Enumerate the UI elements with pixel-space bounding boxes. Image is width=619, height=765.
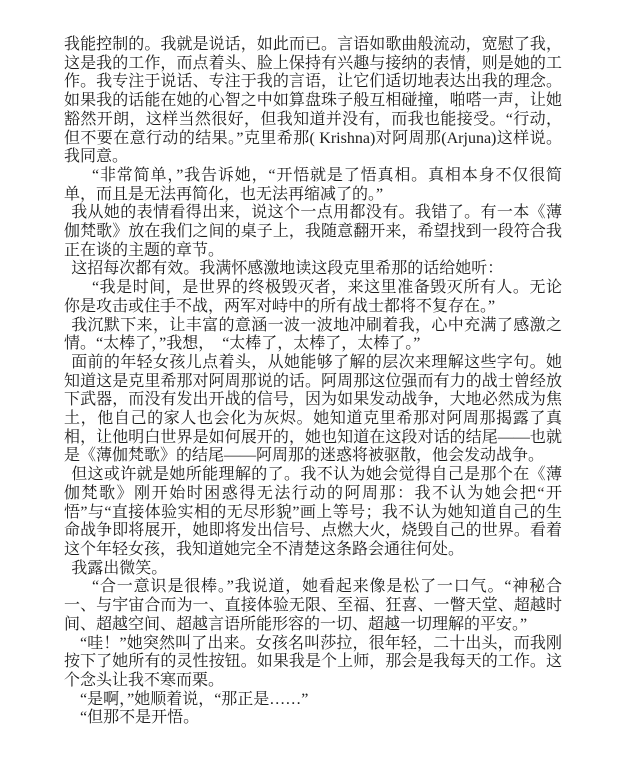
paragraph: “是啊，”她顺着说，“那正是……” [80, 690, 309, 708]
paragraph: 这招每次都有效。我满怀感激地读这段克里希那的话给她听： [71, 260, 504, 278]
paragraph: 但这或许就是她所能理解的了。我不认为她会觉得自己是那个在《薄伽梵歌》刚开始时困惑得无法行动的阿周那：我不认为她会把“开悟”与“直接体验实相的无尽形貌”画上等号；我不认为她知道自己的生命战争即将展开，她即将发出信号、点燃大火，烧毁自己的世界。看着这个年轻女孩，我知道她完全不清楚这条路会通往何处。 [64, 466, 562, 558]
paragraph: 我从她的表情看得出来，说这个一点用都没有。我错了。有一本《薄伽梵歌》放在我们之间的桌子上，我随意翻开来，希望找到一段符合我正在谈的主题的章节。 [64, 204, 562, 259]
paragraph: 我露出微笑。 [71, 559, 168, 577]
paragraph: “非常简单，”我告诉她，“开悟就是了悟真相。真相本身不仅很简单，而且是无法再简化，也无法再缩减了的。” [64, 166, 562, 203]
paragraph: 面前的年轻女孩儿点着头，从她能够了解的层次来理解这些字句。她知道这是克里希那对阿周那说的话。阿周那这位强而有力的战士曾经放下武器，而没有发出开战的信号，因为如果发动战争，大地必然成为焦土，他自己的家人也会化为灰烬。她知道克里希那对阿周那揭露了真相，让他明白世界是如何展开的，她也知道在这段对话的结尾——也就是《薄伽梵歌》的结尾——阿周那的迷惑将被驱散，他会发动战争。 [64, 353, 562, 465]
paragraph: “合一意识是很棒。”我说道，她看起来像是松了一口气。“神秘合一、与宇宙合而为一、直接体验无限、至福、狂喜、一瞥天堂、超越时间、超越空间、超越言语所能形容的一切、超越一切理解的平安。” [64, 578, 562, 633]
paragraph: “哇！”她突然叫了出来。女孩名叫莎拉，很年轻，二十出头，而我刚按下了她所有的灵性按钮。如果我是个上师，那会是我每天的工作。这个念头让我不寒而栗。 [64, 634, 562, 689]
paragraph: 我能控制的。我就是说话，如此而已。言语如歌曲般流动，宽慰了我，这是我的工作，而点着头、脸上保持有兴趣与接纳的表情，则是她的工作。我专注于说话、专注于我的言语，让它们适切地表达出我的理念。如果我的话能在她的心智之中如算盘珠子般互相碰撞，啪嗒一声，让她豁然开朗，这样当然很好，但我知道并没有，而我也能接受。“行动，但不要在意行动的结果。”克里希那( Krishna)对阿周那(Arjuna)这样说。我同意。 [64, 36, 562, 166]
paragraph: 我沉默下来，让丰富的意涵一波一波地冲刷着我，心中充满了感激之情。“太棒了，”我想， “太棒了，太棒了，太棒了。” [64, 316, 562, 353]
paragraph: “但那不是开悟。 [80, 709, 200, 727]
paragraph: “我是时间，是世界的终极毁灭者，来这里准备毁灭所有人。无论你是攻击或住手不战，两军对峙中的所有战士都将不复存在。” [64, 279, 562, 315]
